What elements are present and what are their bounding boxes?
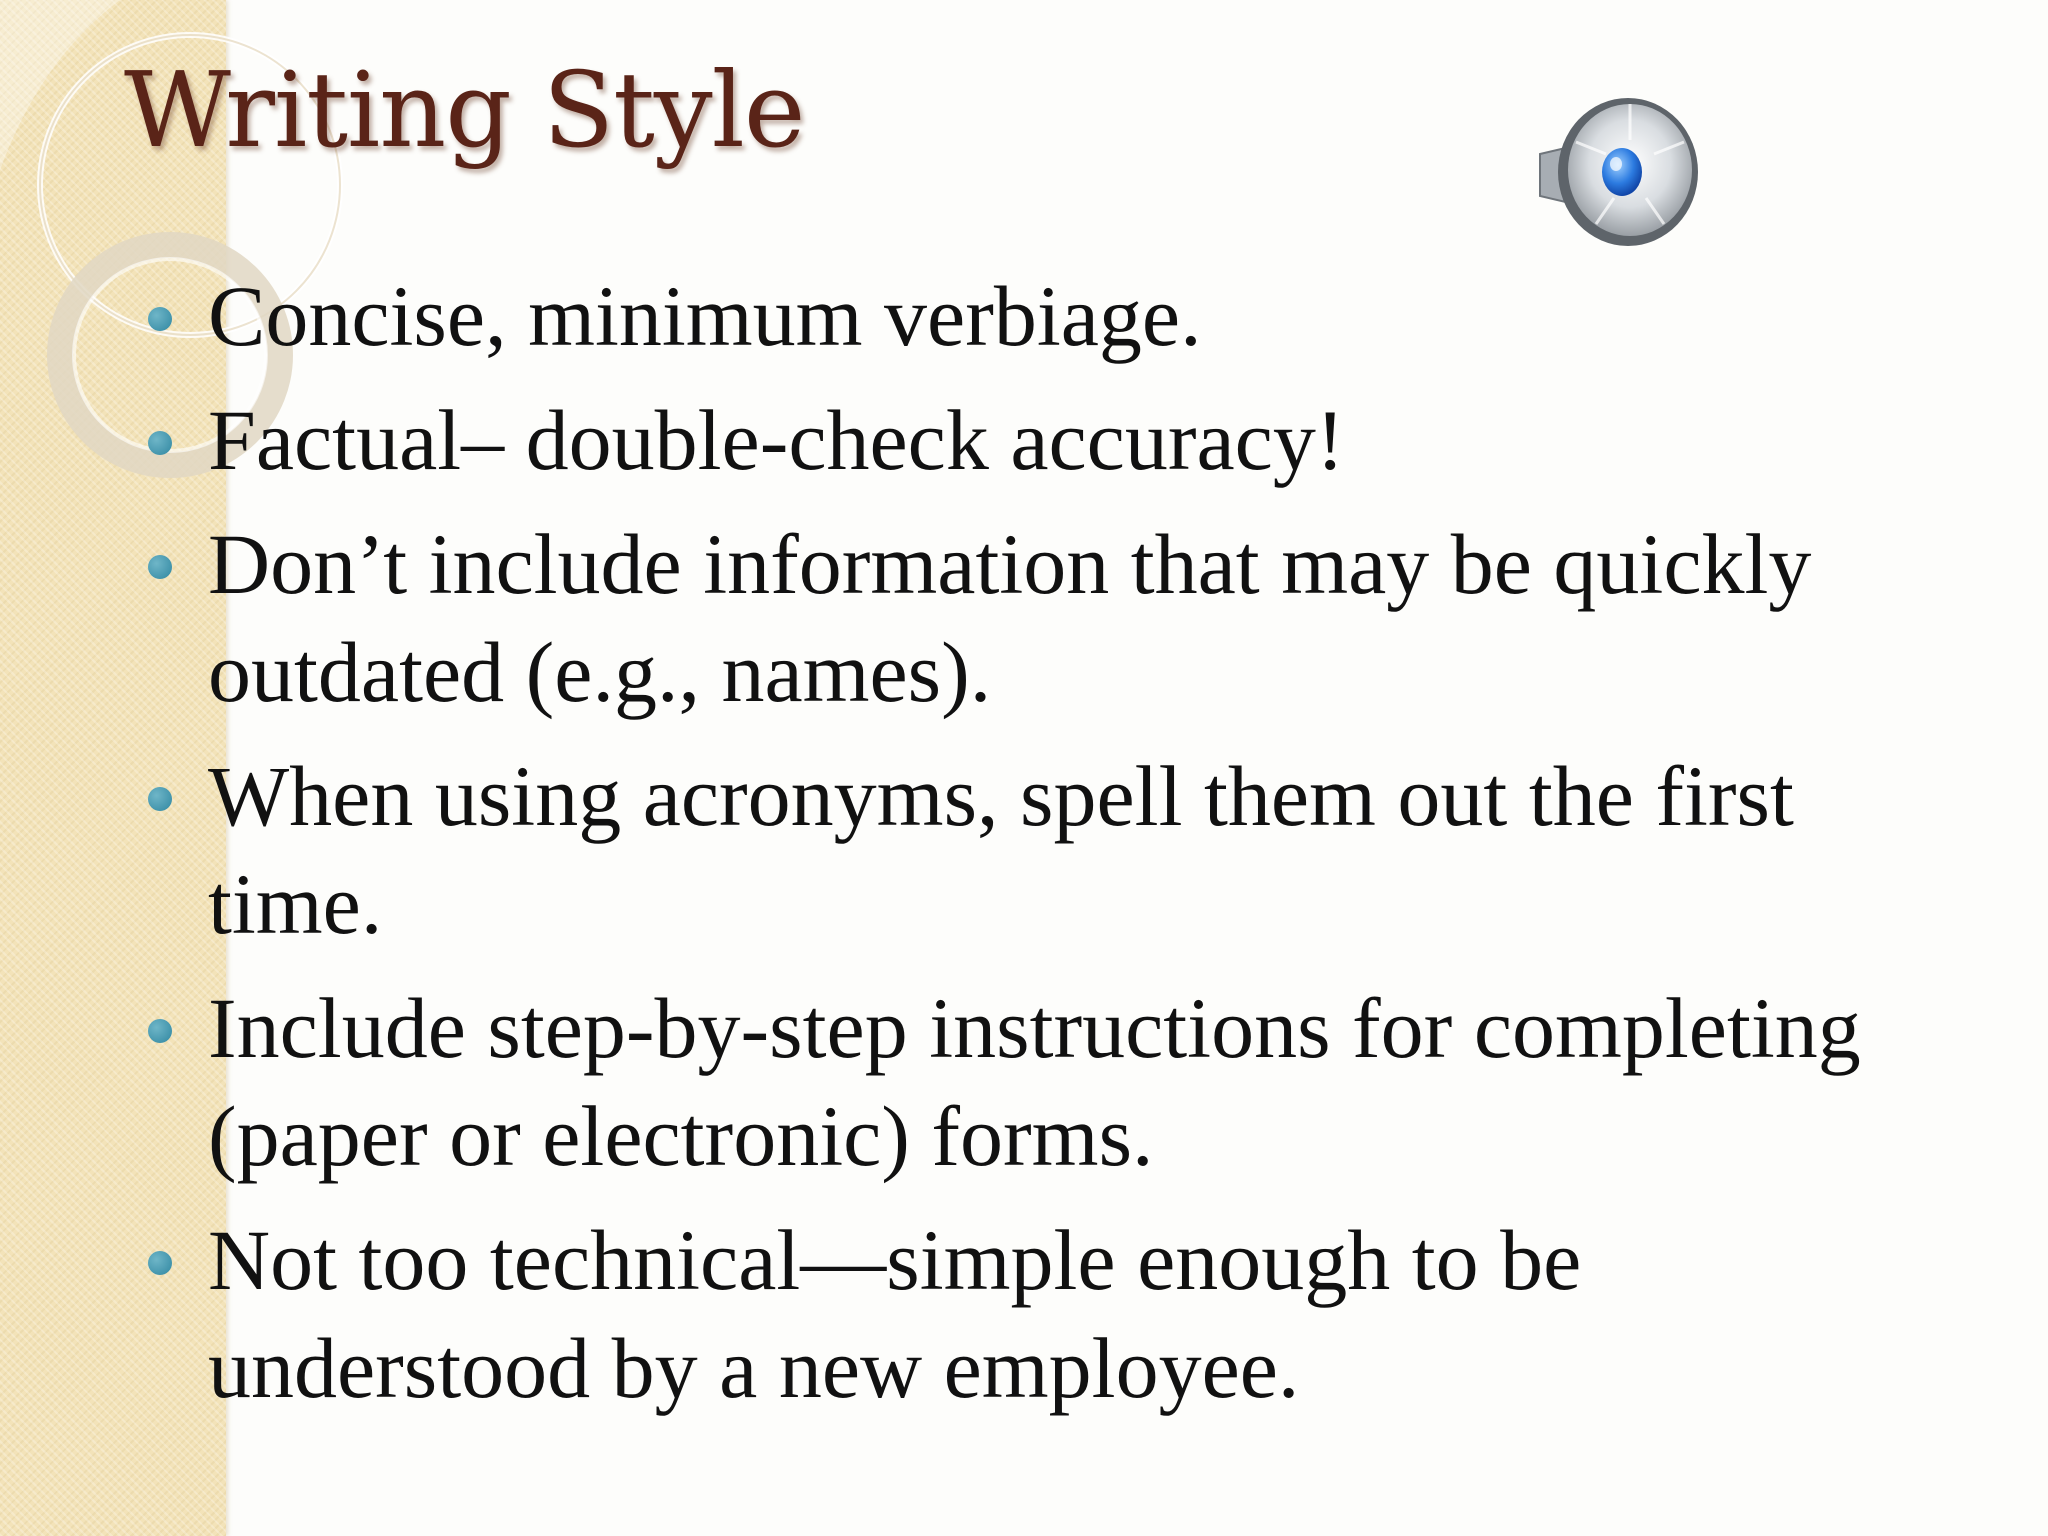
bullet-dot-icon [148,555,172,579]
list-item [140,510,1980,726]
bullet-text: Include step-by-step instructions for completing (paper or electronic) forms. [208,980,1861,1184]
bullet-dot-icon [148,431,172,455]
bullet-dot-icon [148,787,172,811]
list-item [140,262,1980,370]
bullet-list [140,262,1980,1438]
list-item [140,1206,1980,1422]
bullet-text: Not too technical—simple enough to be understood by a new employee. [208,1212,1582,1416]
bullet-dot-icon [148,1019,172,1043]
list-item [140,974,1980,1190]
bullet-dot-icon [148,307,172,331]
bullet-dot-icon [148,1251,172,1275]
speaker-icon[interactable] [1536,92,1706,252]
list-item [140,386,1980,494]
bullet-text: When using acronyms, spell them out the first time. [208,748,1794,952]
bullet-text: Concise, minimum verbiage. [208,268,1202,364]
bullet-text: Factual– double-check accuracy! [208,392,1345,488]
bullet-text: Don’t include information that may be quickly outdated (e.g., names). [208,516,1812,720]
list-item [140,742,1980,958]
slide-title: Writing Style [124,49,805,171]
